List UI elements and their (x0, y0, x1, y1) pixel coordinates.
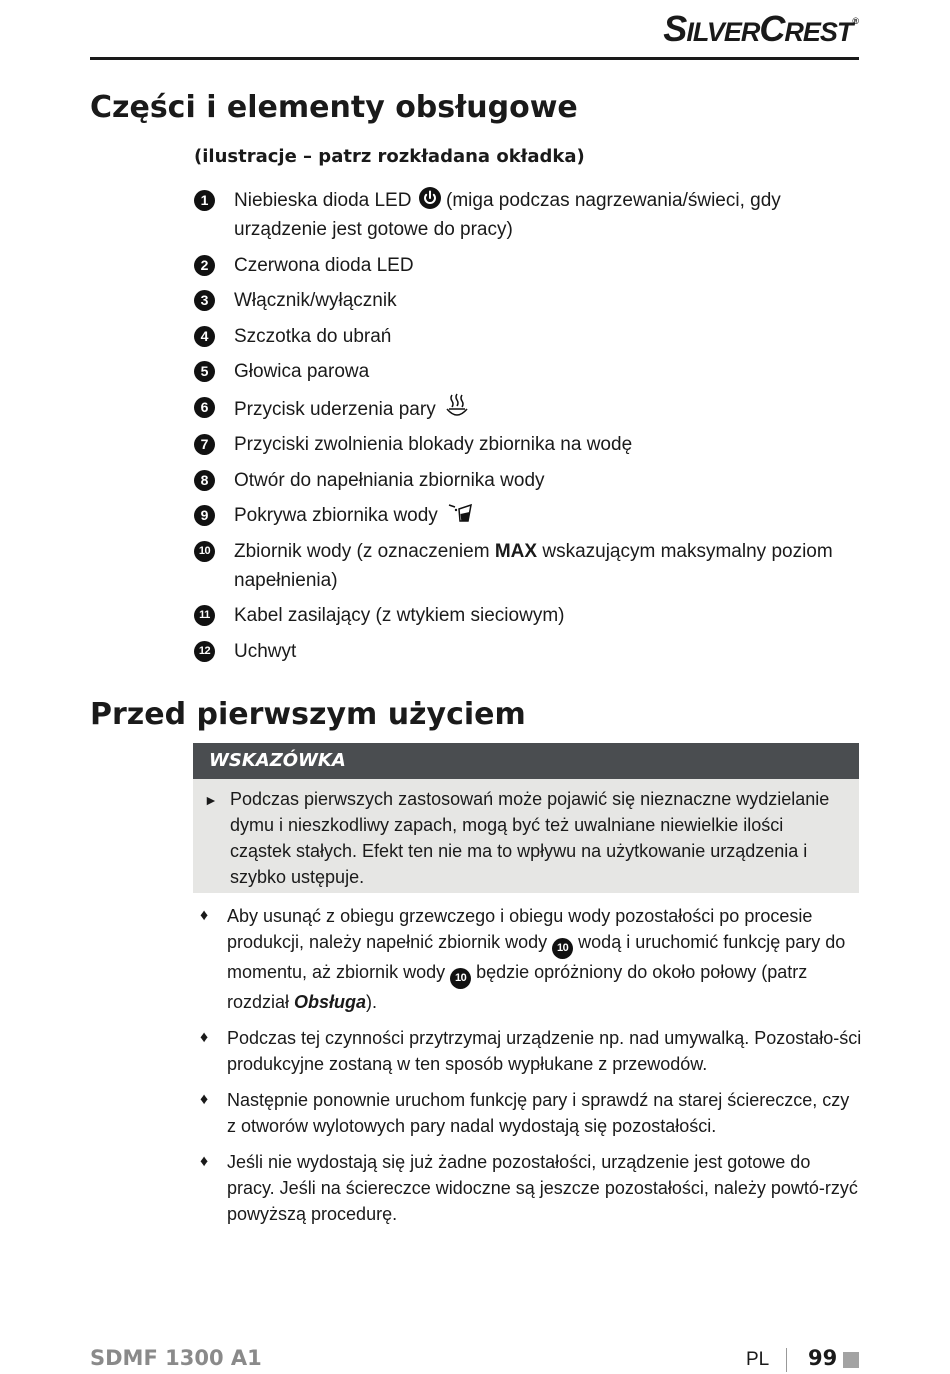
list-item: ♦ Jeśli nie wydostają się już żadne pozostałości, urządzenie jest gotowe do pracy. Jeśli na ściereczce widoczne są jeszcze pozostałości, należy powtó-rzyć powyższą procedurę. (200, 1149, 862, 1227)
page-number: 99 (808, 1346, 838, 1370)
list-item: 2 Czerwona dioda LED (194, 251, 854, 280)
section-title-first-use: Przed pierwszym użyciem (90, 697, 526, 732)
list-item: 8 Otwór do napełniania zbiornika wody (194, 466, 854, 495)
list-item: 3 Włącznik/wyłącznik (194, 286, 854, 315)
note-header: WSKAZÓWKA (193, 743, 859, 779)
brand-logo: SILVERCREST® (663, 8, 858, 49)
list-item: 10 Zbiornik wody (z oznaczeniem MAX wskazującym maksymalny poziom napełnienia) (194, 537, 854, 595)
footer-model: SDMF 1300 A1 (90, 1346, 262, 1370)
water-fill-icon (447, 501, 475, 525)
page-square-icon (843, 1352, 859, 1368)
footer-divider (786, 1348, 787, 1372)
list-item: 7 Przyciski zwolnienia blokady zbiornika na wodę (194, 430, 854, 459)
list-item: 9 Pokrywa zbiornika wody (194, 501, 854, 530)
footer-language: PL (746, 1349, 770, 1370)
list-item: 12 Uchwyt (194, 637, 854, 666)
diamond-bullet-icon: ♦ (200, 907, 209, 924)
diamond-bullet-icon: ♦ (200, 1153, 209, 1170)
item-number: 1 (194, 190, 215, 211)
reference-number: 10 (450, 968, 471, 989)
note-text: Podczas pierwszych zastosowań może pojawić się nieznaczne wydzielanie dymu i nieszkodliwy zapach, mogą być też uwalniane niewielkie ilości cząstek stałych. Efekt ten nie ma to wpływu na użytkowanie urządzenia i szybko ustępuje. (230, 789, 830, 887)
arrow-icon: ► (204, 792, 218, 808)
diamond-bullet-icon: ♦ (200, 1029, 209, 1046)
parts-list (194, 186, 854, 672)
list-item: ♦ Następnie ponownie uruchom funkcję pary i sprawdź na starej ściereczce, czy z otworów wylotowych pary nadal wydostają się pozostałości. (200, 1087, 862, 1139)
power-icon (419, 187, 441, 209)
steam-burst-icon (445, 393, 469, 419)
section-title-parts: Części i elementy obsługowe (90, 90, 578, 125)
list-item: 1 Niebieska dioda LED (miga podczas nagrzewania/świeci, gdy urządzenie jest gotowe do pracy) (194, 186, 854, 244)
instruction-list (200, 903, 862, 1237)
list-item: 6 Przycisk uderzenia pary (194, 393, 854, 424)
header-rule (90, 57, 859, 60)
list-item: 4 Szczotka do ubrań (194, 322, 854, 351)
list-item: ♦ Podczas tej czynności przytrzymaj urządzenie np. nad umywalką. Pozostało-ści produkcyjne zostaną w ten sposób wypłukane z przewodów. (200, 1025, 862, 1077)
list-item: ♦ Aby usunąć z obiegu grzewczego i obiegu wody pozostałości po procesie produkcji, należy napełnić zbiornik wody 10 wodą i uruchomić funkcję pary do momentu, aż zbiornik wody 10 będzie opróżniony do około połowy (patrz rozdział Obsługa). (200, 903, 862, 1015)
reference-number: 10 (552, 938, 573, 959)
diamond-bullet-icon: ♦ (200, 1091, 209, 1108)
list-item: 5 Głowica parowa (194, 357, 854, 386)
list-item: 11 Kabel zasilający (z wtykiem sieciowym) (194, 601, 854, 630)
note-box (193, 779, 859, 893)
section-subtitle: (ilustracje – patrz rozkładana okładka) (194, 146, 585, 167)
